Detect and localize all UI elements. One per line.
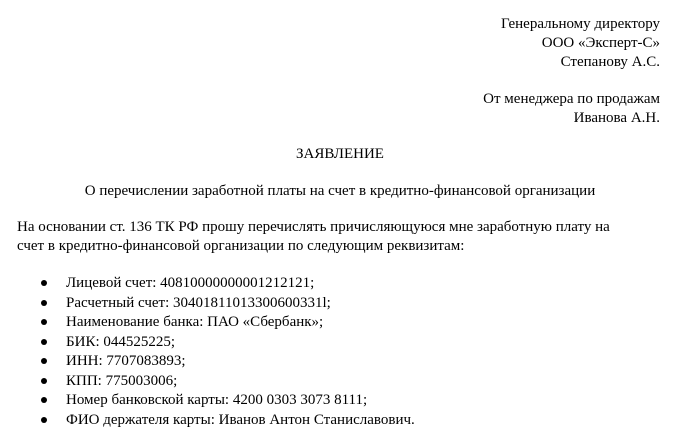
requisite-card-holder: ФИО держателя карты: Иванов Антон Станиславович.	[0, 411, 415, 431]
body-line: счет в кредитно-финансовой организации по следующим реквизитам:	[17, 238, 465, 254]
sender-name: Иванова А.Н.	[573, 110, 660, 126]
document-title: ЗАЯВЛЕНИЕ	[296, 146, 384, 162]
requisite-bank-name: Наименование банка: ПАО «Сбербанк»;	[0, 313, 415, 333]
body-line: На основании ст. 136 ТК РФ прошу перечислять причисляющуюся мне заработную плату на	[17, 219, 610, 235]
document-subtitle: О перечислении заработной платы на счет в кредитно-финансовой организации	[84, 183, 596, 199]
requisite-account: Лицевой счет: 40810000000001212121;	[0, 274, 415, 294]
requisite-settlement-account: Расчетный счет: 30401811013300600331l;	[0, 294, 415, 314]
requisite-card-number: Номер банковской карты: 4200 0303 3073 8111;	[0, 391, 415, 411]
recipient-company: ООО «Эксперт-С»	[541, 35, 660, 51]
requisite-kpp: КПП: 775003006;	[0, 372, 415, 392]
recipient-position: Генеральному директору	[500, 16, 660, 32]
requisite-bik: БИК: 044525225;	[0, 333, 415, 353]
requisites-list	[0, 274, 415, 430]
recipient-block	[501, 15, 660, 72]
sender-position: От менеджера по продажам	[483, 91, 660, 107]
requisite-inn: ИНН: 7707083893;	[0, 352, 415, 372]
body-paragraph	[17, 218, 667, 256]
recipient-name: Степанову А.С.	[560, 54, 660, 70]
sender-block	[483, 90, 660, 128]
